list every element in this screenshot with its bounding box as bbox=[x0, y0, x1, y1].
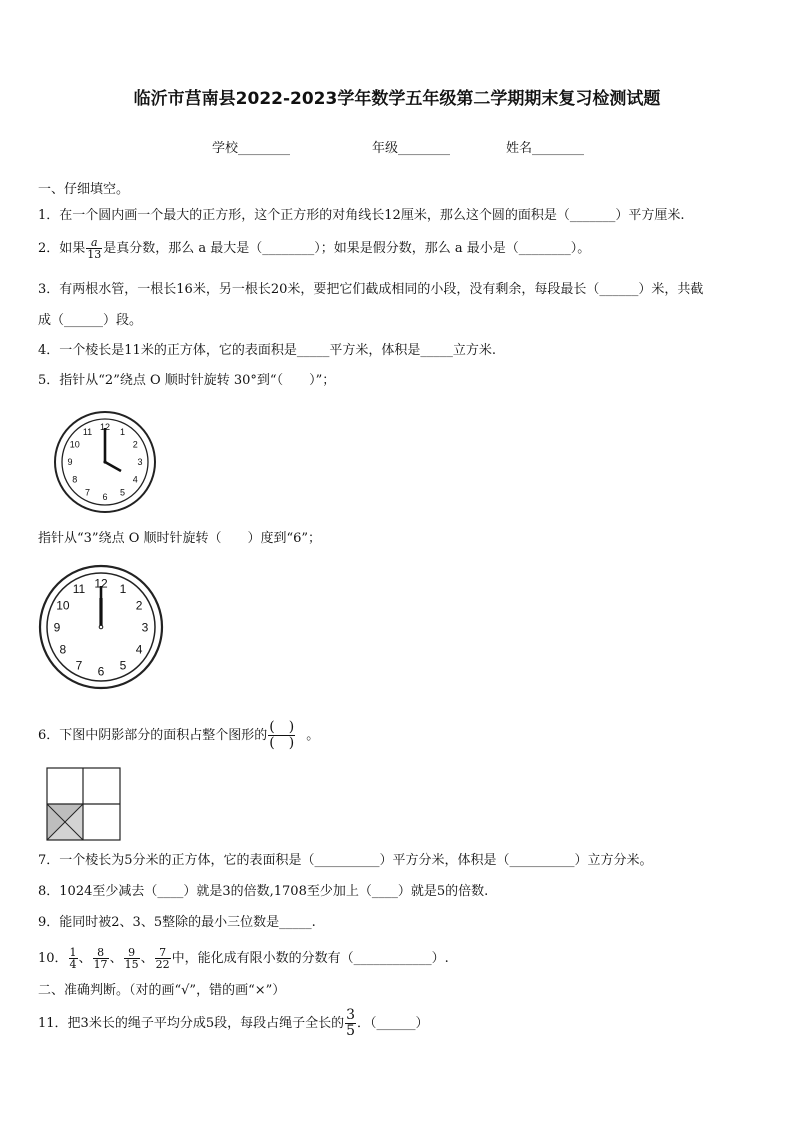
fraction-9-15 bbox=[124, 947, 140, 970]
blank-fraction bbox=[268, 720, 295, 751]
fraction-denominator: 22 bbox=[155, 958, 170, 971]
fraction-denominator: ( ) bbox=[269, 735, 295, 751]
question-10 bbox=[38, 944, 449, 976]
question-6-text: 6．下图中阴影部分的面积占整个图形的 bbox=[38, 728, 268, 743]
fraction-denominator: 17 bbox=[93, 958, 108, 971]
clock-2-numeral-6: 6 bbox=[97, 664, 105, 679]
clock-2-numeral-3: 3 bbox=[141, 620, 149, 635]
name-field: 姓名________ bbox=[506, 141, 585, 156]
question-10-label: 10． bbox=[38, 951, 68, 966]
fraction-numerator: a bbox=[86, 237, 102, 249]
clock-1-numeral-7: 7 bbox=[84, 487, 91, 498]
fraction-numerator: 7 bbox=[155, 947, 171, 959]
section-two-heading: 二、准确判断。（对的画“√”，错的画“×”） bbox=[38, 983, 286, 998]
clock-1-numeral-6: 6 bbox=[102, 492, 108, 503]
fraction-3-5 bbox=[345, 1008, 356, 1039]
question-5-part2: 指针从“3”绕点 O 顺时针旋转（ ）度到“6”； bbox=[38, 531, 322, 546]
clock-1-numeral-12: 12 bbox=[99, 422, 111, 433]
clock-2 bbox=[38, 564, 164, 690]
clock-2-numeral-5: 5 bbox=[119, 658, 127, 673]
clock-2-numeral-2: 2 bbox=[135, 598, 143, 613]
clock-1-numeral-3: 3 bbox=[137, 457, 143, 468]
fraction-numerator: 1 bbox=[69, 946, 77, 959]
clock-2-numeral-7: 7 bbox=[75, 658, 83, 673]
question-10-post: 中，能化成有限小数的分数有（____________）. bbox=[171, 951, 449, 966]
fraction-denominator: 4 bbox=[69, 958, 77, 971]
clock-2-numeral-11: 11 bbox=[72, 582, 86, 597]
clock-1-center bbox=[103, 460, 106, 463]
question-11 bbox=[38, 1008, 429, 1040]
question-3-line2: 成（______）段。 bbox=[38, 313, 143, 328]
grade-field: 年级________ bbox=[372, 141, 451, 156]
fraction-denominator: 13 bbox=[87, 248, 102, 261]
question-4: 4．一个棱长是11米的正方体，它的表面积是_____平方米，体积是_____立方米. bbox=[38, 343, 496, 358]
question-7: 7．一个棱长为5分米的正方体，它的表面积是（__________）平方分米，体积是（__________）立方分米。 bbox=[38, 853, 653, 868]
question-9: 9．能同时被2、3、5整除的最小三位数是_____. bbox=[38, 915, 316, 930]
question-2-pre: 2．如果 bbox=[38, 241, 86, 256]
clock-2-numeral-12: 12 bbox=[94, 576, 108, 591]
question-5-part1: 5．指针从“2”绕点 O 顺时针旋转 30°到“（ ）”； bbox=[38, 373, 336, 388]
clock-1-numeral-9: 9 bbox=[67, 457, 73, 468]
fraction-denominator: 15 bbox=[124, 958, 139, 971]
question-3-line1: 3．有两根水管，一根长16米，另一根长20米，要把它们截成相同的小段，没有剩余，每段最长（______）米，共截 bbox=[38, 282, 704, 297]
clock-1-numeral-5: 5 bbox=[119, 487, 126, 498]
separator: 、 bbox=[109, 951, 123, 966]
question-2-post: 是真分数，那么 a 最大是（________）；如果是假分数，那么 a 最小是（________）。 bbox=[103, 241, 591, 256]
grid-figure bbox=[46, 767, 122, 841]
clock-1-numeral-8: 8 bbox=[72, 474, 78, 485]
fraction-1-4 bbox=[69, 947, 78, 970]
clock-2-numeral-10: 10 bbox=[56, 598, 70, 613]
clock-2-center bbox=[99, 625, 103, 629]
question-6 bbox=[38, 716, 319, 756]
clock-1-numeral-10: 10 bbox=[69, 439, 80, 450]
question-11-pre: 11．把3米长的绳子平均分成5段，每段占绳子全长的 bbox=[38, 1016, 345, 1031]
section-one-heading: 一、仔细填空。 bbox=[38, 182, 130, 197]
fraction-numerator: ( ) bbox=[269, 719, 295, 735]
question-8: 8．1024至少减去（____）就是3的倍数,1708至少加上（____）就是5的倍数. bbox=[38, 884, 489, 899]
fraction-a-over-13 bbox=[86, 237, 102, 260]
clock-2-numeral-1: 1 bbox=[119, 582, 127, 597]
separator: 、 bbox=[78, 951, 92, 966]
fraction-7-22 bbox=[155, 947, 171, 970]
question-2 bbox=[38, 237, 590, 260]
clock-2-numeral-8: 8 bbox=[59, 642, 67, 657]
fraction-numerator: 8 bbox=[93, 947, 109, 959]
clock-1-numeral-4: 4 bbox=[132, 474, 138, 485]
fraction-numerator: 9 bbox=[124, 947, 140, 959]
question-1: 1．在一个圆内画一个最大的正方形，这个正方形的对角线长12厘米，那么这个圆的面积是（_______）平方厘米. bbox=[38, 208, 685, 223]
fraction-denominator: 5 bbox=[346, 1023, 356, 1039]
question-11-post: ．（______） bbox=[357, 1016, 429, 1031]
page-title: 临沂市莒南县2022-2023学年数学五年级第二学期期末复习检测试题 bbox=[133, 89, 661, 109]
clock-2-numeral-4: 4 bbox=[135, 642, 143, 657]
clock-2-numeral-9: 9 bbox=[53, 620, 61, 635]
separator: 、 bbox=[140, 951, 154, 966]
clock-1-numeral-11: 11 bbox=[82, 426, 93, 437]
clock-1 bbox=[53, 410, 157, 514]
fraction-numerator: 3 bbox=[346, 1007, 356, 1023]
question-6-end: 。 bbox=[306, 728, 320, 743]
clock-1-hour-hand bbox=[105, 462, 121, 471]
clock-1-numeral-1: 1 bbox=[119, 426, 126, 437]
school-field: 学校________ bbox=[212, 141, 291, 156]
fraction-8-17 bbox=[93, 947, 109, 970]
clock-1-numeral-2: 2 bbox=[132, 439, 138, 450]
